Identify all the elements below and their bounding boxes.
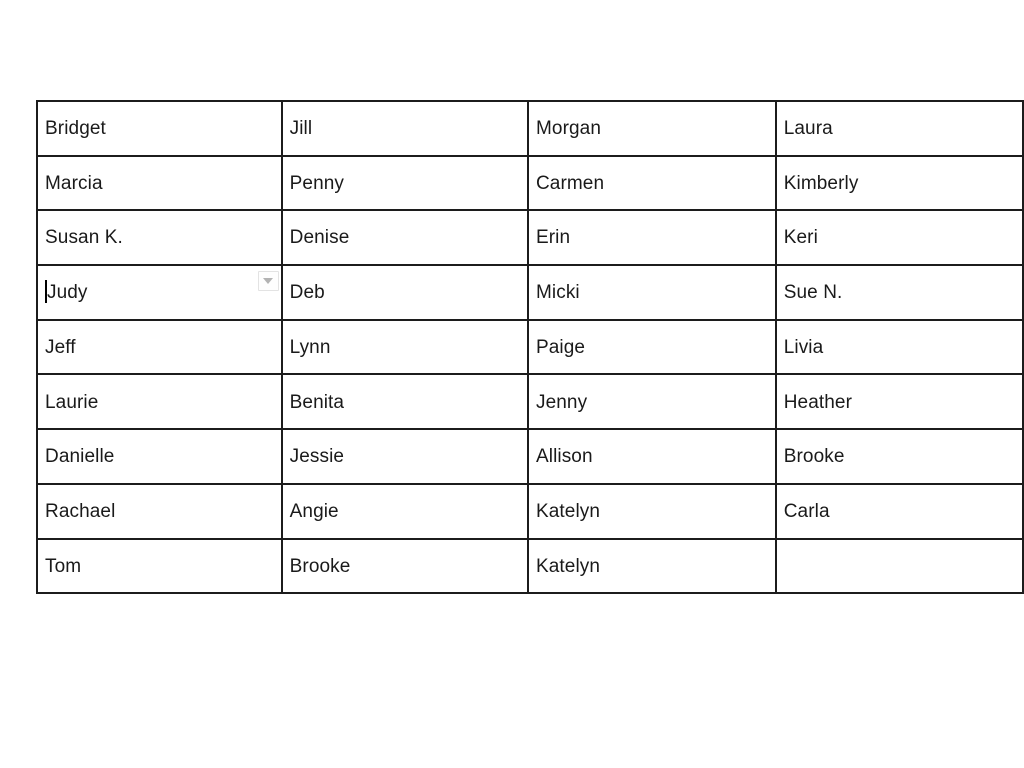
table-row xyxy=(37,320,1023,375)
cell-text: Keri xyxy=(783,227,818,249)
table-cell[interactable] xyxy=(37,265,282,320)
table-cell[interactable] xyxy=(776,156,1023,211)
cell-text: Denise xyxy=(289,227,350,249)
cell-text: Micki xyxy=(535,282,580,304)
table-cell[interactable] xyxy=(776,320,1023,375)
table-cell[interactable] xyxy=(282,374,528,429)
table-cell[interactable] xyxy=(528,374,776,429)
cell-text: Marcia xyxy=(45,172,103,194)
table-row xyxy=(37,156,1023,211)
cell-text: Katelyn xyxy=(535,500,601,522)
table-cell[interactable] xyxy=(282,539,528,594)
names-table-body xyxy=(37,101,1023,593)
cell-text: Jeff xyxy=(45,336,76,358)
cell-text: Heather xyxy=(783,391,853,413)
table-cell[interactable] xyxy=(528,101,776,156)
table-cell[interactable] xyxy=(282,101,528,156)
cell-text: Brooke xyxy=(783,446,845,468)
table-cell[interactable] xyxy=(282,484,528,539)
table-cell[interactable] xyxy=(528,539,776,594)
table-cell[interactable] xyxy=(37,156,282,211)
cell-text: Lynn xyxy=(289,336,331,358)
table-cell[interactable] xyxy=(776,484,1023,539)
table-cell[interactable] xyxy=(776,265,1023,320)
cell-text: Susan K. xyxy=(45,227,123,249)
cell-text: Jenny xyxy=(535,391,588,413)
table-cell[interactable] xyxy=(528,484,776,539)
cell-text: Allison xyxy=(535,446,593,468)
table-cell[interactable] xyxy=(37,539,282,594)
table-cell[interactable] xyxy=(282,265,528,320)
text-cursor xyxy=(45,280,47,303)
table-cell[interactable] xyxy=(37,374,282,429)
table-row xyxy=(37,265,1023,320)
table-cell[interactable] xyxy=(282,320,528,375)
table-cell[interactable] xyxy=(528,429,776,484)
cell-text: Danielle xyxy=(45,446,115,468)
table-cell[interactable] xyxy=(528,320,776,375)
cell-text: Laurie xyxy=(45,391,99,413)
table-row xyxy=(37,484,1023,539)
table-cell[interactable] xyxy=(37,320,282,375)
names-table xyxy=(36,100,1024,594)
table-row xyxy=(37,101,1023,156)
table-cell[interactable] xyxy=(37,484,282,539)
cell-text: Bridget xyxy=(45,118,106,140)
table-cell[interactable] xyxy=(282,210,528,265)
table-cell[interactable] xyxy=(37,210,282,265)
table-row xyxy=(37,429,1023,484)
cell-text: Sue N. xyxy=(783,282,843,304)
cell-text: Laura xyxy=(783,118,833,140)
table-cell[interactable] xyxy=(37,101,282,156)
table-cell[interactable] xyxy=(776,374,1023,429)
table-cell[interactable] xyxy=(776,429,1023,484)
table-cell[interactable] xyxy=(528,156,776,211)
cell-text: Carmen xyxy=(535,172,605,194)
table-cell[interactable] xyxy=(776,101,1023,156)
cell-text: Angie xyxy=(289,500,339,522)
cell-text: Deb xyxy=(289,282,325,304)
table-cell[interactable] xyxy=(282,156,528,211)
cell-text: Rachael xyxy=(45,500,116,522)
table-row xyxy=(37,539,1023,594)
table-cell[interactable] xyxy=(282,429,528,484)
cell-text: Judy xyxy=(47,282,88,304)
table-cell[interactable] xyxy=(528,265,776,320)
cell-text: Brooke xyxy=(289,555,351,577)
cell-text: Jill xyxy=(289,118,313,140)
cell-text: Benita xyxy=(289,391,345,413)
cell-text: Carla xyxy=(783,500,830,522)
cell-text: Paige xyxy=(535,336,586,358)
cell-text: Tom xyxy=(45,555,82,577)
cell-text: Kimberly xyxy=(783,172,859,194)
table-cell[interactable] xyxy=(776,210,1023,265)
table-row xyxy=(37,210,1023,265)
chevron-down-icon xyxy=(263,278,273,284)
cell-text: Jessie xyxy=(289,446,345,468)
table-cell[interactable] xyxy=(37,429,282,484)
cell-text: Morgan xyxy=(535,118,601,140)
table-cell[interactable] xyxy=(528,210,776,265)
table-cell[interactable] xyxy=(776,539,1023,594)
cell-text: Erin xyxy=(535,227,571,249)
cell-text: Penny xyxy=(289,172,344,194)
cell-text: Livia xyxy=(783,336,824,358)
table-cell-dropdown-button[interactable] xyxy=(258,271,279,291)
cell-text: Katelyn xyxy=(535,555,601,577)
table-row xyxy=(37,374,1023,429)
